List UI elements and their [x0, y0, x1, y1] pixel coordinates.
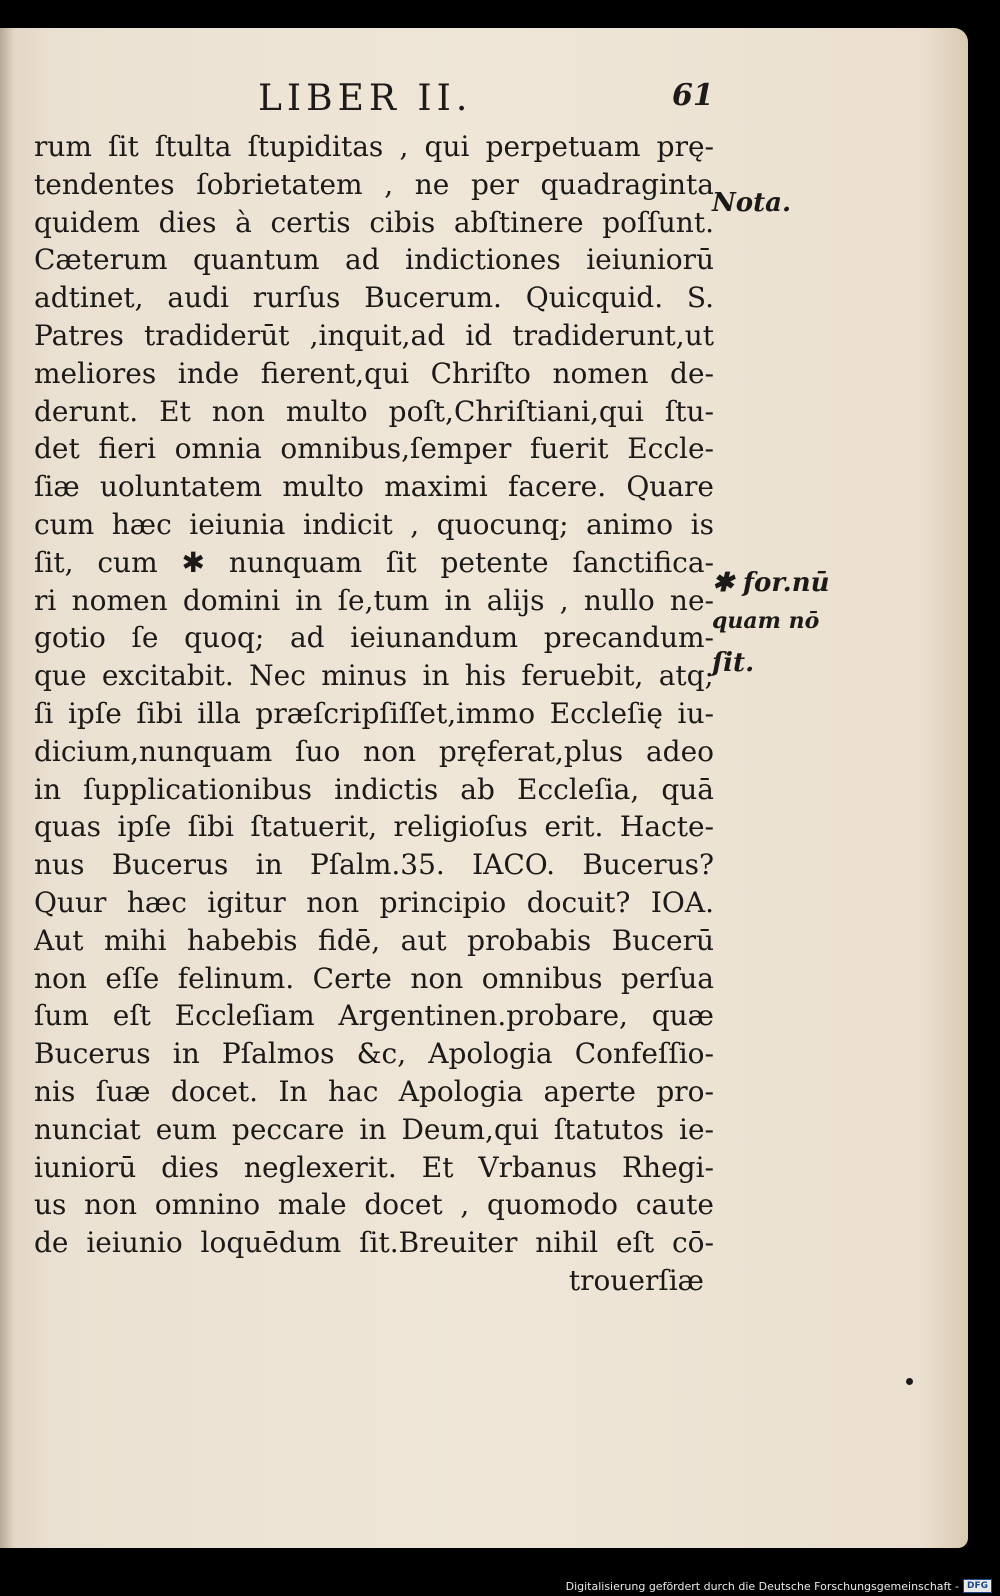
text-line: tendentes ſobrietatem , ne per quadraginta: [34, 167, 714, 201]
marginal-correction-line-1: ✱ for.nū: [712, 568, 830, 598]
text-line: Bucerus in Pſalmos &c, Apologia Confeſſio-: [34, 1037, 714, 1071]
credit-text: Digitalisierung gefördert durch die Deutsche Forschungsgemeinschaft -: [565, 1579, 959, 1593]
text-line: ſit, cum ✱ nunquam ſit petente ſanctifica-: [34, 545, 714, 579]
page-gutter-shadow: [0, 28, 14, 1548]
text-line: iuniorū dies neglexerit. Et Vrbanus Rhegi-: [34, 1150, 714, 1184]
digitization-credit: [566, 1578, 992, 1594]
text-line: det fieri omnia omnibus,ſemper fuerit Eccle-: [34, 432, 714, 466]
text-line: non eſſe felinum. Certe non omnibus perſua: [34, 961, 714, 995]
text-line: dicium,nunquam ſuo non pręferat,plus adeo: [34, 734, 714, 768]
text-line: Patres tradiderūt ,inquit,ad id tradiderunt,ut: [34, 318, 714, 352]
body-text: [34, 128, 714, 1318]
text-line: que excitabit. Nec minus in his feruebit, atq;: [34, 659, 714, 693]
text-line: nis ſuæ docet. In hac Apologia aperte pro-: [34, 1074, 714, 1108]
text-line: quidem dies à certis cibis abſtinere poſſunt.: [34, 205, 714, 239]
marginal-correction-line-2: quam nō: [712, 608, 820, 634]
dfg-logo: DFG: [963, 1579, 992, 1593]
text-line: us non omnino male docet , quomodo caute: [34, 1188, 714, 1222]
text-line: Aut mihi habebis fidē, aut probabis Bucerū: [34, 923, 714, 957]
text-line: trouerſiæ: [568, 1263, 704, 1297]
ink-speck: [906, 1378, 913, 1385]
text-line: Cæterum quantum ad indictiones ieiuniorū: [34, 243, 714, 277]
text-line: adtinet, audi rurſus Bucerum. Quicquid. S.: [34, 281, 714, 315]
text-line: quas ipſe ſibi ſtatuerit, religioſus erit. Hacte-: [34, 810, 714, 844]
text-line: gotio ſe quoq; ad ieiunandum precandum-: [34, 621, 714, 655]
text-line: de ieiunio loquēdum ſit.Breuiter nihil eſt cō-: [34, 1226, 714, 1260]
text-line: nus Bucerus in Pſalm.35. IACO. Bucerus?: [34, 848, 714, 882]
text-line: ſum eſt Eccleſiam Argentinen.probare, quæ: [34, 999, 714, 1033]
text-line: Quur hæc igitur non principio docuit? IOA.: [34, 885, 714, 919]
text-line: ri nomen domini in ſe,tum in alijs , nullo ne-: [34, 583, 714, 617]
text-line: meliores inde fierent,qui Chriſto nomen de-: [34, 356, 714, 390]
text-line: ſi ipſe ſibi illa præſcripſiſſet,immo Eccleſię iu-: [34, 696, 714, 730]
marginal-correction-line-3: ſit.: [712, 648, 755, 678]
page-number: 61: [672, 78, 714, 113]
text-line: ſiæ uoluntatem multo maximi facere. Quare: [34, 470, 714, 504]
text-line: cum hæc ieiunia indicit , quocunq; animo is: [34, 507, 714, 541]
text-line: derunt. Et non multo poſt,Chriſtiani,qui ſtu-: [34, 394, 714, 428]
text-line: nunciat eum peccare in Deum,qui ſtatutos ie-: [34, 1112, 714, 1146]
marginal-note-nota: Nota.: [712, 188, 792, 218]
text-line: rum ſit ſtulta ſtupiditas , qui perpetuam prę-: [34, 130, 714, 163]
text-line: in ſupplicationibus indictis ab Eccleſia, quā: [34, 772, 714, 806]
running-title: LIBER II.: [258, 78, 473, 119]
